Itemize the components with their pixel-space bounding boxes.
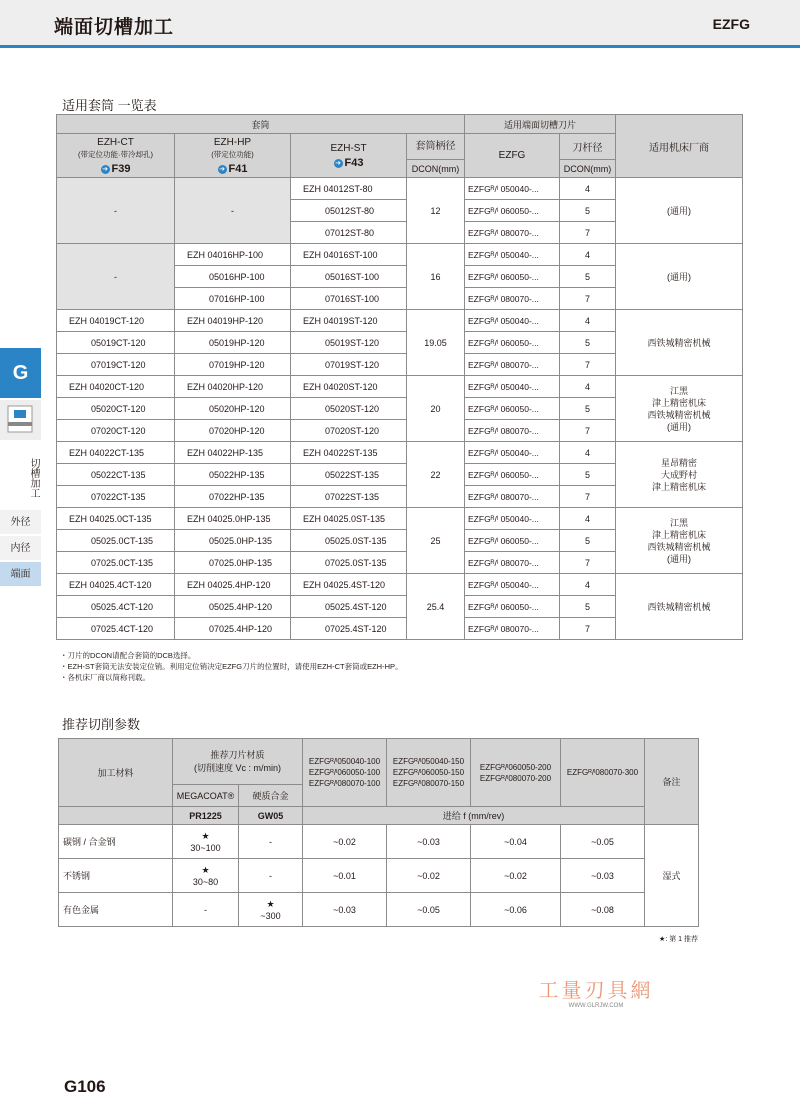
maker-cell: (通用): [616, 244, 743, 310]
note: ・各机床厂商以简称刊载。: [60, 673, 150, 682]
feed-cell: ~0.05: [387, 893, 471, 927]
hp-cell: 05025.4HP-120: [175, 596, 291, 618]
ct-cell: 05025.0CT-135: [57, 530, 175, 552]
maker-cell: 江黑 津上精密机床 西铁城精密机械 (通用): [616, 508, 743, 574]
bar-dia-cell: 5: [560, 200, 616, 222]
insert-cell: EZFGᴿ/ˡ 060050-...: [465, 398, 560, 420]
st-cell: 05025.0ST-135: [291, 530, 407, 552]
hp-cell: EZH 04025.4HP-120: [175, 574, 291, 596]
feed-cell: ~0.08: [561, 893, 645, 927]
arrow-icon: ➔: [219, 165, 225, 173]
notes: [60, 650, 403, 683]
ct-cell: EZH 04025.4CT-120: [57, 574, 175, 596]
th-dcon2: DCON(mm): [560, 160, 616, 178]
ct-cell: 05019CT-120: [57, 332, 175, 354]
table-row: [57, 574, 743, 596]
maker-cell: 星昂精密 大成野村 津上精密机床: [616, 442, 743, 508]
ct-cell: 05025.4CT-120: [57, 596, 175, 618]
th-carbide: 硬质合金: [239, 785, 303, 807]
page-number: G106: [64, 1077, 106, 1096]
ct-cell: 05020CT-120: [57, 398, 175, 420]
insert-cell: EZFGᴿ/ˡ 080070-...: [465, 552, 560, 574]
bar-dia-cell: 7: [560, 552, 616, 574]
page-title: 端面切槽加工: [54, 17, 175, 38]
maker-cell: 西铁城精密机械: [616, 310, 743, 376]
th-blank: [59, 807, 173, 825]
hp-cell: EZH 04022HP-135: [175, 442, 291, 464]
section-label: 切槽加工: [28, 458, 39, 498]
feed-cell: ~0.04: [471, 825, 561, 859]
insert-cell: EZFGᴿ/ˡ 050040-...: [465, 508, 560, 530]
th-ezfg: EZFG: [465, 134, 560, 178]
legend: ★: 第 1 推荐: [659, 936, 698, 943]
feed-cell: ~0.02: [387, 859, 471, 893]
feed-cell: ~0.03: [561, 859, 645, 893]
hp-cell: 05020HP-120: [175, 398, 291, 420]
th-c1: EZFGᴿ/ˡ050040-100 EZFGᴿ/ˡ060050-100 EZFGᴿ/ˡ080070-100: [303, 739, 387, 807]
st-cell: 05022ST-135: [291, 464, 407, 486]
st-cell: 05019ST-120: [291, 332, 407, 354]
header-bar: [0, 0, 800, 48]
table-row: [57, 442, 743, 464]
sleeve-table: [56, 114, 743, 640]
insert-cell: EZFGᴿ/ˡ 060050-...: [465, 530, 560, 552]
maker-cell: (通用): [616, 178, 743, 244]
th-pr1225: PR1225: [173, 807, 239, 825]
bar-dia-cell: 5: [560, 266, 616, 288]
ct-cell: -: [57, 244, 175, 310]
material-cell: 碳钢 / 合金钢: [59, 825, 173, 859]
feed-cell: ~0.03: [303, 893, 387, 927]
dcon-cell: 25: [407, 508, 465, 574]
st-cell: EZH 04012ST-80: [291, 178, 407, 200]
bar-dia-cell: 4: [560, 178, 616, 200]
st-cell: EZH 04022ST-135: [291, 442, 407, 464]
bar-dia-cell: 4: [560, 442, 616, 464]
grooving-tool-icon: [0, 400, 41, 440]
st-cell: 05025.4ST-120: [291, 596, 407, 618]
th-bar: 刀杆径: [560, 134, 616, 160]
feed-cell: ~0.02: [303, 825, 387, 859]
feed-cell: ~0.02: [471, 859, 561, 893]
page-ref-f39[interactable]: ➔ F39: [102, 162, 131, 175]
st-cell: 07012ST-80: [291, 222, 407, 244]
insert-cell: EZFGᴿ/ˡ 050040-...: [465, 244, 560, 266]
ct-cell: 07020CT-120: [57, 420, 175, 442]
ct-cell: 07022CT-135: [57, 486, 175, 508]
th-ct: EZH-CT (带定位功能·带冷却孔) ➔ F39: [57, 134, 175, 178]
insert-cell: EZFGᴿ/ˡ 060050-...: [465, 464, 560, 486]
bar-dia-cell: 4: [560, 508, 616, 530]
bar-dia-cell: 4: [560, 574, 616, 596]
st-cell: 05016ST-100: [291, 266, 407, 288]
ct-cell: 07019CT-120: [57, 354, 175, 376]
ct-cell: EZH 04022CT-135: [57, 442, 175, 464]
hp-cell: 07020HP-120: [175, 420, 291, 442]
page-ref-f43[interactable]: ➔ F43: [335, 156, 364, 169]
th-material: 加工材料: [59, 739, 173, 807]
th-remark: 备注: [645, 739, 699, 825]
st-cell: 05012ST-80: [291, 200, 407, 222]
watermark: [536, 944, 656, 1009]
st-cell: EZH 04019ST-120: [291, 310, 407, 332]
insert-cell: EZFGᴿ/ˡ 080070-...: [465, 420, 560, 442]
hp-cell: 07019HP-120: [175, 354, 291, 376]
insert-cell: EZFGᴿ/ˡ 050040-...: [465, 376, 560, 398]
insert-cell: EZFGᴿ/ˡ 060050-...: [465, 266, 560, 288]
bar-dia-cell: 7: [560, 288, 616, 310]
table-row: [57, 508, 743, 530]
bar-dia-cell: 7: [560, 354, 616, 376]
watermark-url: WWW.GLRJW.COM: [568, 1003, 624, 1009]
hp-cell: 05025.0HP-135: [175, 530, 291, 552]
st-cell: EZH 04025.4ST-120: [291, 574, 407, 596]
page-ref-f41[interactable]: ➔ F41: [219, 162, 248, 175]
bar-dia-cell: 4: [560, 376, 616, 398]
bar-dia-cell: 5: [560, 530, 616, 552]
table-row: [59, 893, 699, 927]
nav-outer[interactable]: 外径: [0, 510, 41, 535]
th-grade: 推荐刀片材质 (切削速度 Vc : m/min): [173, 739, 303, 785]
insert-cell: EZFGᴿ/ˡ 050040-...: [465, 178, 560, 200]
st-cell: 07025.4ST-120: [291, 618, 407, 640]
ct-cell: EZH 04025.0CT-135: [57, 508, 175, 530]
dcon-cell: 16: [407, 244, 465, 310]
feed-cell: ~0.05: [561, 825, 645, 859]
insert-cell: EZFGᴿ/ˡ 050040-...: [465, 442, 560, 464]
th-c3: EZFGᴿ/ˡ060050-200 EZFGᴿ/ˡ080070-200: [471, 739, 561, 807]
pr1225-cell: ★ 30~100: [173, 825, 239, 859]
nav-face[interactable]: 端面: [0, 562, 41, 587]
th-shank: 套筒柄径: [407, 134, 465, 160]
insert-cell: EZFGᴿ/ˡ 080070-...: [465, 486, 560, 508]
insert-cell: EZFGᴿ/ˡ 050040-...: [465, 310, 560, 332]
arrow-icon: ➔: [335, 159, 341, 167]
maker-cell: 江黑 津上精密机床 西铁城精密机械 (通用): [616, 376, 743, 442]
table-row: [59, 825, 699, 859]
table-row: [59, 859, 699, 893]
insert-cell: EZFGᴿ/ˡ 080070-...: [465, 618, 560, 640]
st-cell: EZH 04016ST-100: [291, 244, 407, 266]
hp-cell: 07025.0HP-135: [175, 552, 291, 574]
bar-dia-cell: 7: [560, 420, 616, 442]
hp-cell: 05022HP-135: [175, 464, 291, 486]
dcon-cell: 19.05: [407, 310, 465, 376]
bar-dia-cell: 5: [560, 332, 616, 354]
hp-cell: EZH 04025.0HP-135: [175, 508, 291, 530]
th-sleeve: 套筒: [57, 115, 465, 134]
nav-inner[interactable]: 内径: [0, 536, 41, 561]
feed-cell: ~0.03: [387, 825, 471, 859]
th-insert: 适用端面切槽刀片: [465, 115, 616, 134]
dcon-cell: 25.4: [407, 574, 465, 640]
hp-cell: 07016HP-100: [175, 288, 291, 310]
dcon-cell: 20: [407, 376, 465, 442]
hp-cell: 05019HP-120: [175, 332, 291, 354]
remark-cell: 湿式: [645, 825, 699, 927]
th-gw05: GW05: [239, 807, 303, 825]
cutting-params-table: [58, 738, 699, 927]
ct-cell: EZH 04019CT-120: [57, 310, 175, 332]
table-row: [57, 178, 743, 200]
insert-cell: EZFGᴿ/ˡ 060050-...: [465, 596, 560, 618]
material-cell: 不锈钢: [59, 859, 173, 893]
hp-cell: 07022HP-135: [175, 486, 291, 508]
gw05-cell: -: [239, 825, 303, 859]
feed-cell: ~0.06: [471, 893, 561, 927]
th-maker: 适用机床厂商: [616, 115, 743, 178]
bar-dia-cell: 4: [560, 310, 616, 332]
bar-dia-cell: 7: [560, 486, 616, 508]
gw05-cell: -: [239, 859, 303, 893]
hp-cell: -: [175, 178, 291, 244]
insert-cell: EZFGᴿ/ˡ 080070-...: [465, 222, 560, 244]
product-code: EZFG: [712, 16, 750, 32]
bar-dia-cell: 4: [560, 244, 616, 266]
st-cell: 07025.0ST-135: [291, 552, 407, 574]
st-cell: 07020ST-120: [291, 420, 407, 442]
th-hp: EZH-HP (带定位功能) ➔ F41: [175, 134, 291, 178]
st-cell: 07019ST-120: [291, 354, 407, 376]
insert-cell: EZFGᴿ/ˡ 060050-...: [465, 200, 560, 222]
hp-cell: EZH 04020HP-120: [175, 376, 291, 398]
th-st: EZH-ST ➔ F43: [291, 134, 407, 178]
st-cell: 07022ST-135: [291, 486, 407, 508]
ct-cell: -: [57, 178, 175, 244]
bar-dia-cell: 7: [560, 618, 616, 640]
material-cell: 有色金属: [59, 893, 173, 927]
insert-cell: EZFGᴿ/ˡ 060050-...: [465, 332, 560, 354]
insert-cell: EZFGᴿ/ˡ 050040-...: [465, 574, 560, 596]
hp-cell: 07025.4HP-120: [175, 618, 291, 640]
section2-title: 推荐切削参数: [62, 717, 141, 732]
table-row: [57, 376, 743, 398]
dcon-cell: 22: [407, 442, 465, 508]
th-c2: EZFGᴿ/ˡ050040-150 EZFGᴿ/ˡ060050-150 EZFGᴿ/ˡ080070-150: [387, 739, 471, 807]
ct-cell: EZH 04020CT-120: [57, 376, 175, 398]
ct-cell: 05022CT-135: [57, 464, 175, 486]
th-c4: EZFGᴿ/ˡ080070-300: [561, 739, 645, 807]
section1-title: 适用套筒 一览表: [62, 98, 157, 113]
table-row: [57, 310, 743, 332]
bar-dia-cell: 5: [560, 398, 616, 420]
hp-cell: EZH 04019HP-120: [175, 310, 291, 332]
hp-cell: EZH 04016HP-100: [175, 244, 291, 266]
st-cell: EZH 04020ST-120: [291, 376, 407, 398]
feed-cell: ~0.01: [303, 859, 387, 893]
arrow-icon: ➔: [102, 165, 108, 173]
st-cell: EZH 04025.0ST-135: [291, 508, 407, 530]
note: ・刀片的DCON请配合套筒的DCB选择。: [60, 651, 196, 660]
bar-dia-cell: 7: [560, 222, 616, 244]
pr1225-cell: -: [173, 893, 239, 927]
dcon-cell: 12: [407, 178, 465, 244]
th-feed: 进给 f (mm/rev): [303, 807, 645, 825]
bar-dia-cell: 5: [560, 596, 616, 618]
th-dcon: DCON(mm): [407, 160, 465, 178]
th-megacoat: MEGACOAT®: [173, 785, 239, 807]
ct-cell: 07025.4CT-120: [57, 618, 175, 640]
hp-cell: 05016HP-100: [175, 266, 291, 288]
pr1225-cell: ★ 30~80: [173, 859, 239, 893]
insert-cell: EZFGᴿ/ˡ 080070-...: [465, 288, 560, 310]
note: ・EZH-ST套筒无法安装定位销。利用定位销决定EZFG刀片的位置时，请使用EZH-CT套筒或EZH-HP。: [60, 662, 403, 671]
insert-cell: EZFGᴿ/ˡ 080070-...: [465, 354, 560, 376]
maker-cell: 西铁城精密机械: [616, 574, 743, 640]
table-row: [57, 244, 743, 266]
bar-dia-cell: 5: [560, 464, 616, 486]
watermark-text: 工量刃具網: [538, 980, 654, 1002]
gw05-cell: ★ ~300: [239, 893, 303, 927]
st-cell: 07016ST-100: [291, 288, 407, 310]
ct-cell: 07025.0CT-135: [57, 552, 175, 574]
st-cell: 05020ST-120: [291, 398, 407, 420]
section-g-tab[interactable]: G: [0, 348, 41, 398]
